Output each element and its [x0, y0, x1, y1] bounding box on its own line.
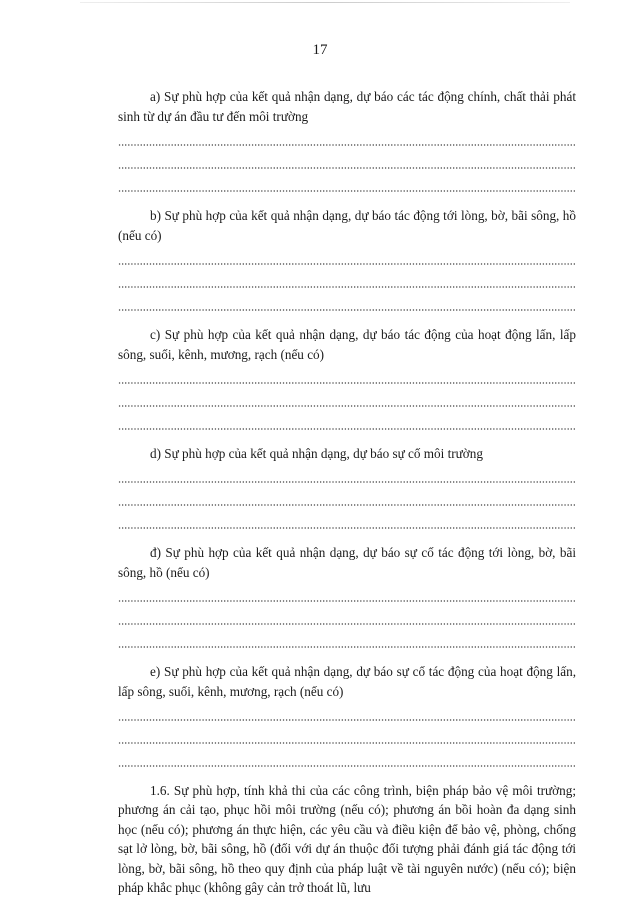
form-content [118, 87, 576, 897]
dotted-fill-line[interactable] [118, 606, 576, 629]
dotted-fill-line[interactable] [118, 629, 576, 652]
dotted-fill-line[interactable] [118, 725, 576, 748]
dotted-fill-line[interactable] [118, 173, 576, 196]
dotted-fill-line[interactable] [118, 748, 576, 771]
page-number: 17 [312, 42, 328, 58]
dotted-fill-line[interactable] [118, 127, 576, 150]
section-c [118, 325, 576, 434]
section-a [118, 87, 576, 196]
dotted-fill-line[interactable] [118, 365, 576, 388]
section-a-text: a) Sự phù hợp của kết quả nhận dạng, dự báo các tác động chính, chất thải phát sinh từ dự án đầu tư đến môi trường [118, 89, 576, 124]
section-e [118, 662, 576, 771]
dotted-fill-line[interactable] [118, 150, 576, 173]
dotted-fill-line[interactable] [118, 411, 576, 434]
dotted-fill-line[interactable] [118, 388, 576, 411]
dotted-fill-line[interactable] [118, 487, 576, 510]
section-dd [118, 543, 576, 652]
section-e-text: e) Sự phù hợp của kết quả nhận dạng, dự báo sự cố tác động của hoạt động lấn, lấp sông, suối, kênh, mương, rạch (nếu có) [118, 664, 576, 699]
dotted-fill-line[interactable] [118, 269, 576, 292]
dotted-fill-line[interactable] [118, 292, 576, 315]
section-d-text: d) Sự phù hợp của kết quả nhận dạng, dự báo sự cố môi trường [150, 446, 483, 461]
dotted-fill-line[interactable] [118, 702, 576, 725]
section-dd-text: đ) Sự phù hợp của kết quả nhận dạng, dự báo sự cố tác động tới lòng, bờ, bãi sông, hồ (nếu có) [118, 545, 576, 580]
dotted-fill-line[interactable] [118, 246, 576, 269]
section-c-text: c) Sự phù hợp của kết quả nhận dạng, dự báo tác động của hoạt động lấn, lấp sông, suối, kênh, mương, rạch (nếu có) [118, 327, 576, 362]
section-b-text: b) Sự phù hợp của kết quả nhận dạng, dự báo tác động tới lòng, bờ, bãi sông, hồ (nếu có) [118, 208, 576, 243]
section-d [118, 444, 576, 533]
dotted-fill-line[interactable] [118, 464, 576, 487]
dotted-fill-line[interactable] [118, 583, 576, 606]
scan-edge-line [80, 2, 570, 3]
dotted-fill-line[interactable] [118, 510, 576, 533]
section-b [118, 206, 576, 315]
paragraph-1-6: 1.6. Sự phù hợp, tính khả thi của các công trình, biện pháp bảo vệ môi trường; phương án cải tạo, phục hồi môi trường (nếu có); phương án bồi hoàn đa dạng sinh học (nếu có); phương án thực hiện, các yêu cầu và điều kiện để bảo vệ, phòng, chống sạt lở lòng, bờ, bãi sông, hồ (đối với dự án thuộc đối tượng phải đánh giá tác động tới lòng, bờ, bãi sông, hồ theo quy định của pháp luật về tài nguyên nước) (nếu có); biện pháp khắc phục (không gây cản trở thoát lũ, lưu [118, 783, 576, 896]
